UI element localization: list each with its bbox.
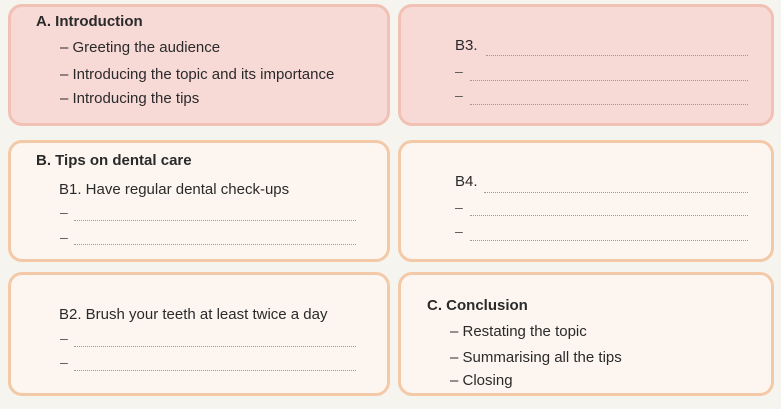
b3-answer-line-2[interactable] bbox=[470, 80, 748, 81]
conclusion-item-closing: – Closing bbox=[450, 372, 513, 389]
b1-dash-1: – bbox=[60, 204, 68, 220]
b4-answer-line-3[interactable] bbox=[470, 240, 748, 241]
conclusion-item-restating: – Restating the topic bbox=[450, 323, 587, 340]
conclusion-heading: C. Conclusion bbox=[427, 297, 528, 314]
tips-heading: B. Tips on dental care bbox=[36, 152, 192, 169]
b1-label: B1. Have regular dental check-ups bbox=[59, 181, 290, 198]
introduction-item-topic: – Introducing the topic and its importance bbox=[60, 66, 335, 83]
b2-dash-1: – bbox=[60, 330, 68, 346]
conclusion-item-summarising: – Summarising all the tips bbox=[450, 349, 622, 366]
b3-answer-line-3[interactable] bbox=[470, 104, 748, 105]
b1-dash-2: – bbox=[60, 229, 68, 245]
b4-dash-1: – bbox=[455, 199, 463, 215]
introduction-heading: A. Introduction bbox=[36, 13, 143, 30]
b1-answer-line-2[interactable] bbox=[74, 244, 356, 245]
b2-answer-line-1[interactable] bbox=[74, 346, 356, 347]
b4-label: B4. bbox=[455, 173, 478, 190]
b3-answer-line[interactable] bbox=[486, 55, 748, 56]
b2-answer-line-2[interactable] bbox=[74, 370, 356, 371]
b4-answer-line-2[interactable] bbox=[470, 215, 748, 216]
b4-answer-line-1[interactable] bbox=[484, 192, 748, 193]
b1-answer-line-1[interactable] bbox=[74, 220, 356, 221]
b3-dash-2: – bbox=[455, 87, 463, 103]
b3-label: B3. bbox=[455, 37, 478, 54]
b2-label: B2. Brush your teeth at least twice a day bbox=[59, 306, 328, 323]
introduction-item-greeting: – Greeting the audience bbox=[60, 39, 221, 56]
b3-dash-1: – bbox=[455, 63, 463, 79]
b2-dash-2: – bbox=[60, 354, 68, 370]
introduction-item-tips: – Introducing the tips bbox=[60, 90, 200, 107]
b4-dash-2: – bbox=[455, 223, 463, 239]
